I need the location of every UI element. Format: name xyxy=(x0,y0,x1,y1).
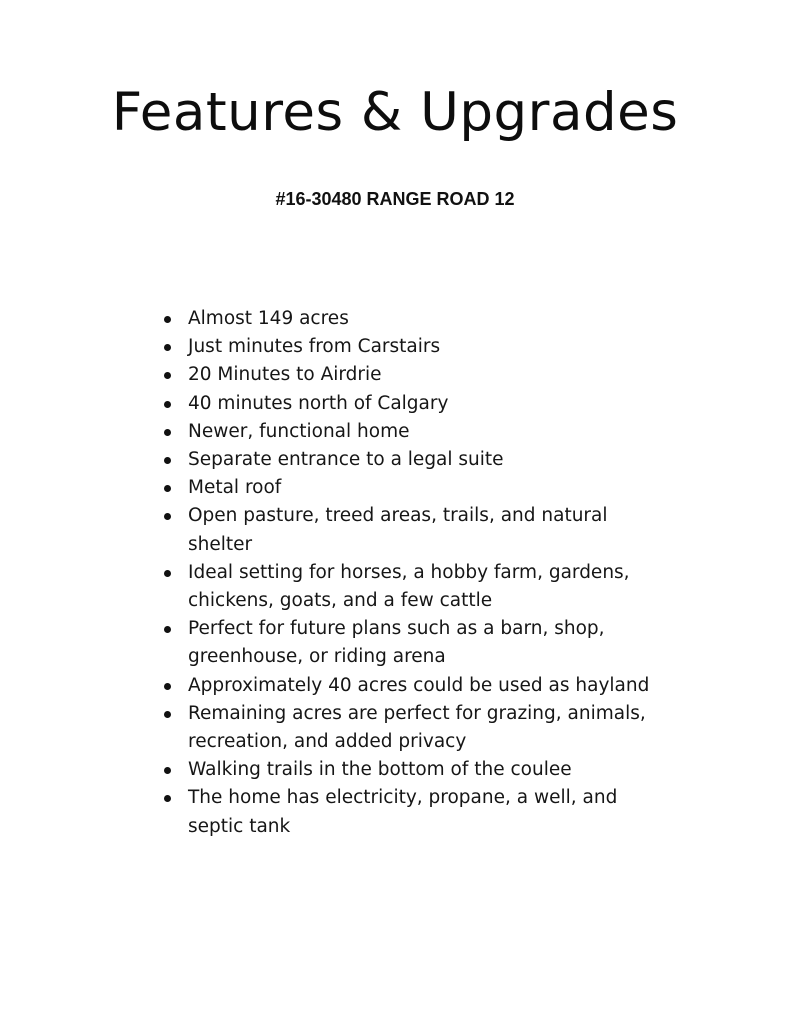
feature-item xyxy=(160,784,660,840)
bullet-icon xyxy=(164,485,171,492)
property-address: #16-30480 RANGE ROAD 12 xyxy=(275,189,515,209)
bullet-icon xyxy=(164,767,171,774)
feature-item xyxy=(160,615,660,671)
bullet-icon xyxy=(164,316,171,323)
feature-text: Walking trails in the bottom of the coulee xyxy=(188,759,572,781)
feature-text: 20 Minutes to Airdrie xyxy=(188,364,382,386)
bullet-icon xyxy=(164,429,171,436)
feature-text: Ideal setting for horses, a hobby farm, gardens, chickens, goats, and a few cattle xyxy=(188,561,630,612)
feature-text: Remaining acres are perfect for grazing, animals, recreation, and added privacy xyxy=(188,702,646,753)
feature-text: Approximately 40 acres could be used as hayland xyxy=(188,674,650,696)
bullet-icon xyxy=(164,683,171,690)
feature-text: Open pasture, treed areas, trails, and natural shelter xyxy=(188,505,608,555)
feature-item xyxy=(160,756,660,784)
feature-text: The home has electricity, propane, a well, and septic tank xyxy=(188,787,618,837)
bullet-icon xyxy=(164,626,171,633)
feature-item xyxy=(160,446,660,474)
bullet-icon xyxy=(164,795,171,802)
bullet-icon xyxy=(164,372,171,379)
bullet-icon xyxy=(164,401,171,408)
feature-text: Almost 149 acres xyxy=(188,308,349,329)
page-title: Features & Upgrades xyxy=(111,82,679,143)
feature-item xyxy=(160,333,660,361)
feature-item xyxy=(160,418,660,446)
feature-text: Newer, functional home xyxy=(188,420,410,442)
feature-item xyxy=(160,700,660,756)
feature-item xyxy=(160,390,660,418)
feature-text: Metal roof xyxy=(188,477,282,499)
bullet-icon xyxy=(164,457,171,464)
bullet-icon xyxy=(164,344,171,351)
features-list xyxy=(160,305,660,841)
feature-text: Just minutes from Carstairs xyxy=(188,336,441,358)
feature-text: Perfect for future plans such as a barn, shop, greenhouse, or riding arena xyxy=(188,618,605,668)
feature-item xyxy=(160,672,660,700)
feature-text: Separate entrance to a legal suite xyxy=(188,449,504,471)
feature-text: 40 minutes north of Calgary xyxy=(188,392,449,414)
feature-item xyxy=(160,474,660,502)
bullet-icon xyxy=(164,711,171,718)
feature-item xyxy=(160,305,660,333)
feature-item xyxy=(160,502,660,558)
bullet-icon xyxy=(164,570,171,577)
feature-item xyxy=(160,361,660,389)
bullet-icon xyxy=(164,513,171,520)
feature-item xyxy=(160,559,660,615)
